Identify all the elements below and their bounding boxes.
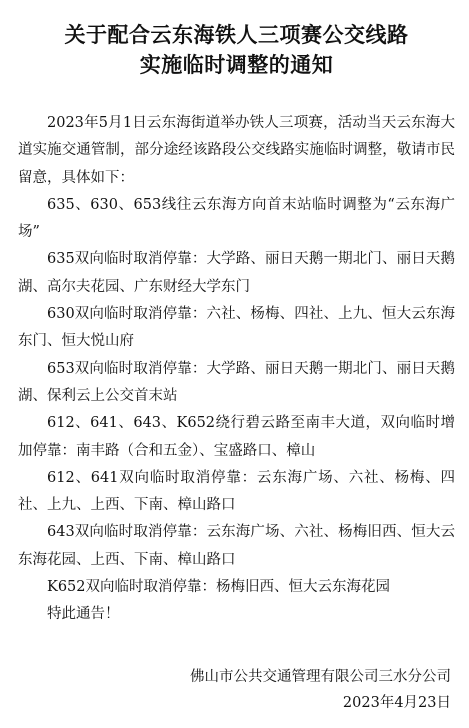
closing-paragraph: 特此通告！ [47, 606, 120, 623]
route-653-paragraph: 653双向临时取消停靠：大学路、丽日天鹅一期北门、丽日天鹅湖、保利云上公交首末站 [18, 360, 455, 404]
route-635-paragraph: 635双向临时取消停靠：大学路、丽日天鹅一期北门、丽日天鹅湖、高尔夫花园、广东财经大学东门 [18, 251, 455, 295]
route-630-paragraph: 630双向临时取消停靠：六社、杨梅、四社、上九、恒大云东海东门、恒大悦山府 [18, 306, 455, 350]
route-k652-paragraph: K652双向临时取消停靠：杨梅旧西、恒大云东海花园 [47, 579, 391, 596]
notice-title-line-1: 关于配合云东海铁人三项赛公交线路 [64, 23, 409, 47]
signature-organization: 佛山市公共交通管理有限公司三水分公司 [190, 669, 451, 685]
intro-paragraph: 2023年5月1日云东海街道举办铁人三项赛，活动当天云东海大道实施交通管制，部分途经该路段公交线路实施临时调整，敬请市民留意，具体如下： [18, 115, 455, 186]
notice-title [18, 20, 455, 80]
terminal-adjustment-paragraph: 635、630、653线往云东海方向首末站临时调整为“云东海广场” [18, 196, 455, 241]
route-643-paragraph: 643双向临时取消停靠：云东海广场、六社、杨梅旧西、恒大云东海花园、上西、下南、樟山路口 [18, 524, 455, 568]
detour-paragraph: 612、641、643、K652绕行碧云路至南丰大道，双向临时增加停靠：南丰路（合和五金）、宝盛路口、樟山 [18, 415, 455, 459]
notice-body [18, 110, 455, 629]
route-612-641-paragraph: 612、641双向临时取消停靠：云东海广场、六社、杨梅、四社、上九、上西、下南、樟山路口 [18, 469, 455, 514]
signature-date: 2023年4月23日 [342, 695, 451, 711]
notice-title-line-2: 实施临时调整的通知 [139, 53, 334, 77]
